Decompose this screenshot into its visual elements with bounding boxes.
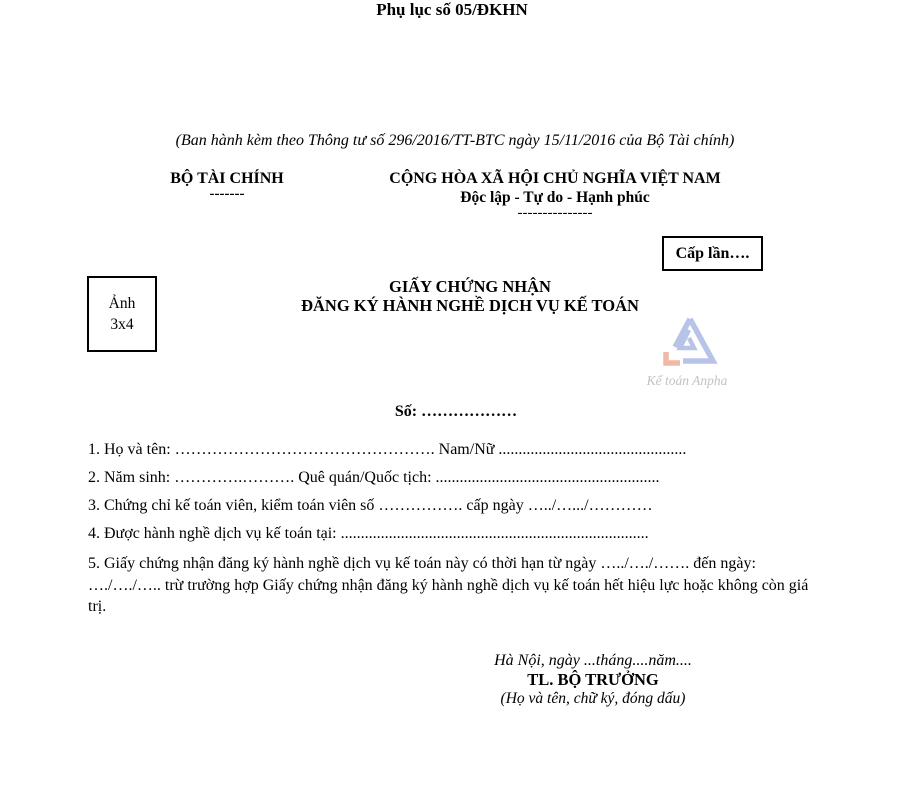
anpha-triangle-logo-icon: [656, 315, 718, 369]
issuance-note: (Ban hành kèm theo Thông tư số 296/2016/TT-BTC ngày 15/11/2016 của Bộ Tài chính): [175, 132, 735, 149]
form-fields: [88, 441, 810, 618]
appendix-number: Phụ lục số 05/ĐKHN: [376, 0, 528, 19]
document-title-line2: ĐĂNG KÝ HÀNH NGHỀ DỊCH VỤ KẾ TOÁN: [301, 295, 639, 315]
signature-block: [420, 651, 766, 708]
serial-number-line: Số: ………………: [394, 403, 518, 420]
watermark: [628, 315, 746, 389]
watermark-brand-text: Kế toán Anpha: [646, 373, 728, 388]
ministry-name: BỘ TÀI CHÍNH: [170, 170, 284, 187]
signer-title: TL. BỘ TRƯỞNG: [527, 670, 659, 689]
field-validity-clause: 5. Giấy chứng nhận đăng ký hành nghề dịch vụ kế toán này có thời hạn từ ngày …../…./……. đến ngày: …./…./….. trừ trường hợp Giấy chứng nhận đăng ký hành nghề dịch vụ kế toán hết hiệu lực hoặc không còn giá trị.: [88, 555, 809, 615]
signature-note: (Họ và tên, chữ ký, đóng dấu): [500, 690, 686, 707]
field-practice-location: 4. Được hành nghề dịch vụ kế toán tại: .............................................................................: [88, 525, 649, 542]
issue-count-label: Cấp lần….: [675, 244, 750, 262]
photo-label-line2: 3x4: [110, 316, 134, 333]
document-title-line1: GIẤY CHỨNG NHẬN: [389, 277, 551, 296]
field-certificate-number: 3. Chứng chỉ kế toán viên, kiểm toán viên số ……………. cấp ngày …../….../…………: [88, 497, 653, 514]
national-title: CỘNG HÒA XÃ HỘI CHỦ NGHĨA VIỆT NAM: [389, 170, 721, 187]
field-birth-year: 2. Năm sinh: ………….………. Quê quán/Quốc tịch: ........................................................: [88, 469, 660, 486]
ministry-divider: -------: [209, 186, 245, 202]
signature-place-date: Hà Nội, ngày ...tháng....năm....: [494, 652, 692, 669]
photo-label-line1: Ảnh: [108, 295, 136, 312]
document-title: [120, 278, 820, 315]
motto-divider: ---------------: [517, 205, 593, 221]
national-motto: Độc lập - Tự do - Hạnh phúc: [460, 189, 650, 206]
header-ministry-block: [118, 170, 336, 201]
issue-count-box: [662, 236, 763, 271]
field-full-name: 1. Họ và tên: …………………………………………. Nam/Nữ ...............................................: [88, 441, 687, 458]
header-national-block: [368, 170, 742, 219]
